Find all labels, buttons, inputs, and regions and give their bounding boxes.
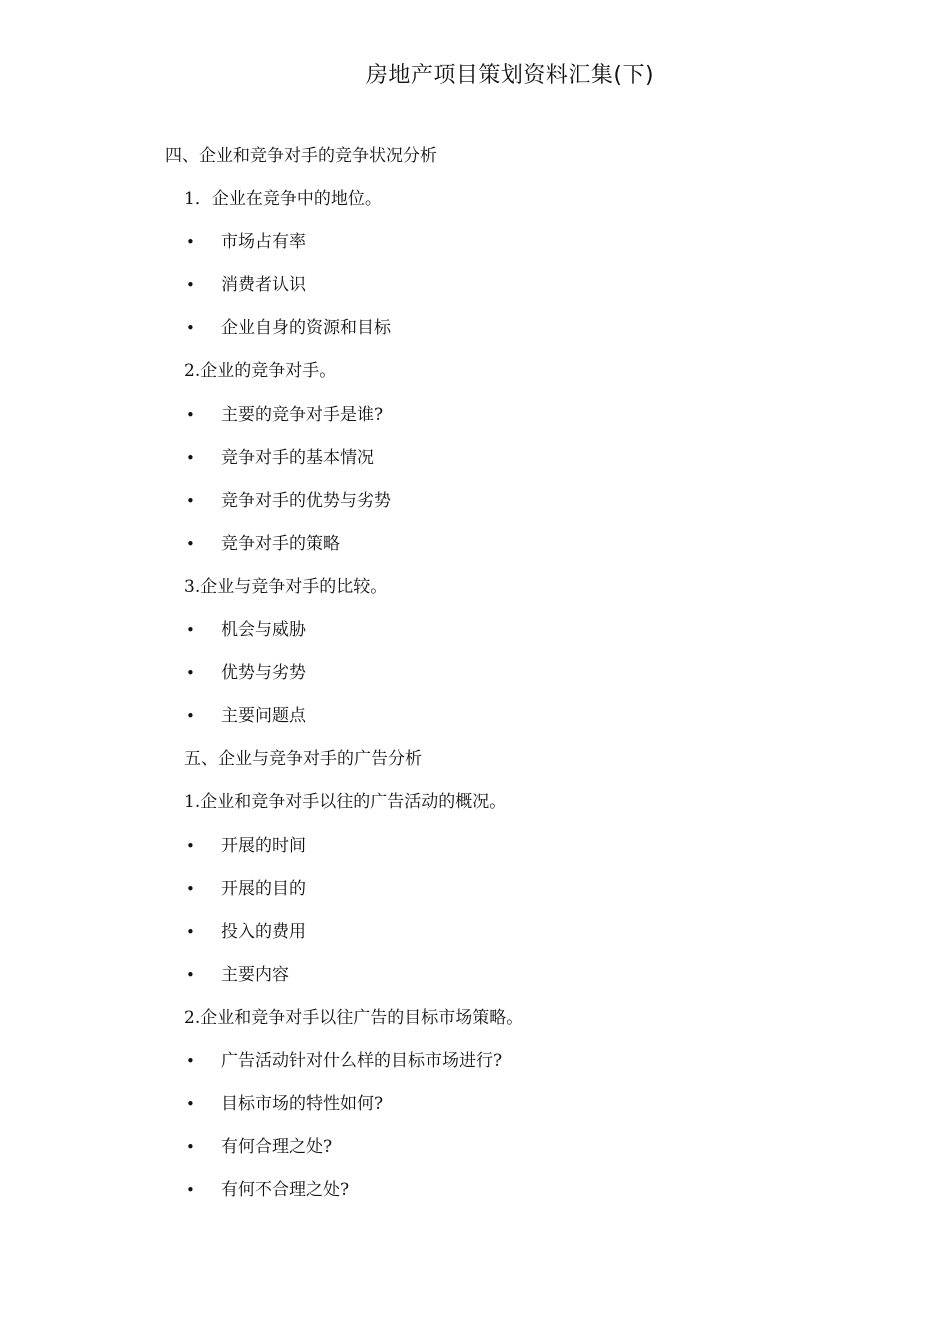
bullet-icon: • — [186, 448, 195, 467]
bullet-icon: • — [186, 836, 195, 855]
page-title: 房地产项目策划资料汇集(下) — [365, 63, 655, 88]
subsection-heading — [0, 178, 950, 221]
bullet-item — [0, 868, 950, 911]
bullet-text: 竞争对手的策略 — [221, 533, 340, 554]
bullet-icon: • — [186, 922, 195, 941]
bullet-item — [0, 1126, 950, 1169]
heading-text: 2.企业和竞争对手以往广告的目标市场策略。 — [184, 1007, 524, 1028]
bullet-item — [0, 437, 950, 480]
heading-text: 1．企业在竞争中的地位。 — [184, 189, 382, 210]
bullet-icon: • — [186, 534, 195, 553]
bullet-item — [0, 695, 950, 738]
bullet-text: 广告活动针对什么样的目标市场进行? — [221, 1050, 503, 1071]
bullet-item — [0, 652, 950, 695]
subsection-heading — [0, 997, 950, 1040]
document-body — [0, 135, 950, 1212]
bullet-item — [0, 1083, 950, 1126]
bullet-item — [0, 911, 950, 954]
heading-text: 2.企业的竞争对手。 — [184, 361, 337, 382]
bullet-icon: • — [186, 1181, 195, 1200]
bullet-icon: • — [186, 1095, 195, 1114]
subsection-heading — [0, 350, 950, 393]
bullet-item — [0, 954, 950, 997]
bullet-text: 企业自身的资源和目标 — [221, 318, 391, 339]
bullet-item — [0, 307, 950, 350]
bullet-item — [0, 394, 950, 437]
bullet-text: 开展的目的 — [221, 878, 306, 899]
bullet-text: 有何合理之处? — [221, 1137, 333, 1158]
bullet-icon: • — [186, 965, 195, 984]
bullet-icon: • — [186, 879, 195, 898]
bullet-icon: • — [186, 664, 195, 683]
bullet-item — [0, 1040, 950, 1083]
bullet-text: 开展的时间 — [221, 835, 306, 856]
heading-text: 3.企业与竞争对手的比较。 — [184, 576, 388, 597]
bullet-icon: • — [186, 1051, 195, 1070]
subsection-heading — [0, 781, 950, 824]
bullet-text: 投入的费用 — [221, 921, 306, 942]
bullet-text: 竞争对手的优势与劣势 — [221, 490, 391, 511]
heading-text: 四、企业和竞争对手的竞争状况分析 — [165, 146, 437, 166]
bullet-text: 目标市场的特性如何? — [221, 1094, 384, 1115]
bullet-icon: • — [186, 233, 195, 252]
bullet-icon: • — [186, 491, 195, 510]
bullet-item — [0, 221, 950, 264]
bullet-item — [0, 523, 950, 566]
bullet-text: 有何不合理之处? — [221, 1180, 350, 1201]
bullet-icon: • — [186, 276, 195, 295]
section-heading — [0, 135, 950, 178]
bullet-icon: • — [186, 405, 195, 424]
bullet-icon: • — [186, 621, 195, 640]
bullet-item — [0, 609, 950, 652]
bullet-text: 市场占有率 — [221, 232, 306, 253]
bullet-text: 主要问题点 — [221, 706, 306, 727]
subsection-heading — [0, 738, 950, 781]
bullet-item — [0, 1169, 950, 1212]
bullet-item — [0, 480, 950, 523]
bullet-item — [0, 264, 950, 307]
bullet-text: 主要内容 — [221, 964, 289, 985]
heading-text: 五、企业与竞争对手的广告分析 — [184, 749, 422, 770]
bullet-text: 优势与劣势 — [221, 663, 306, 684]
heading-text: 1.企业和竞争对手以往的广告活动的概况。 — [184, 792, 507, 813]
bullet-item — [0, 825, 950, 868]
bullet-text: 机会与威胁 — [221, 620, 306, 641]
bullet-text: 主要的竞争对手是谁? — [221, 404, 384, 425]
bullet-text: 竞争对手的基本情况 — [221, 447, 374, 468]
bullet-text: 消费者认识 — [221, 275, 306, 296]
bullet-icon: • — [186, 319, 195, 338]
bullet-icon: • — [186, 1138, 195, 1157]
subsection-heading — [0, 566, 950, 609]
bullet-icon: • — [186, 707, 195, 726]
